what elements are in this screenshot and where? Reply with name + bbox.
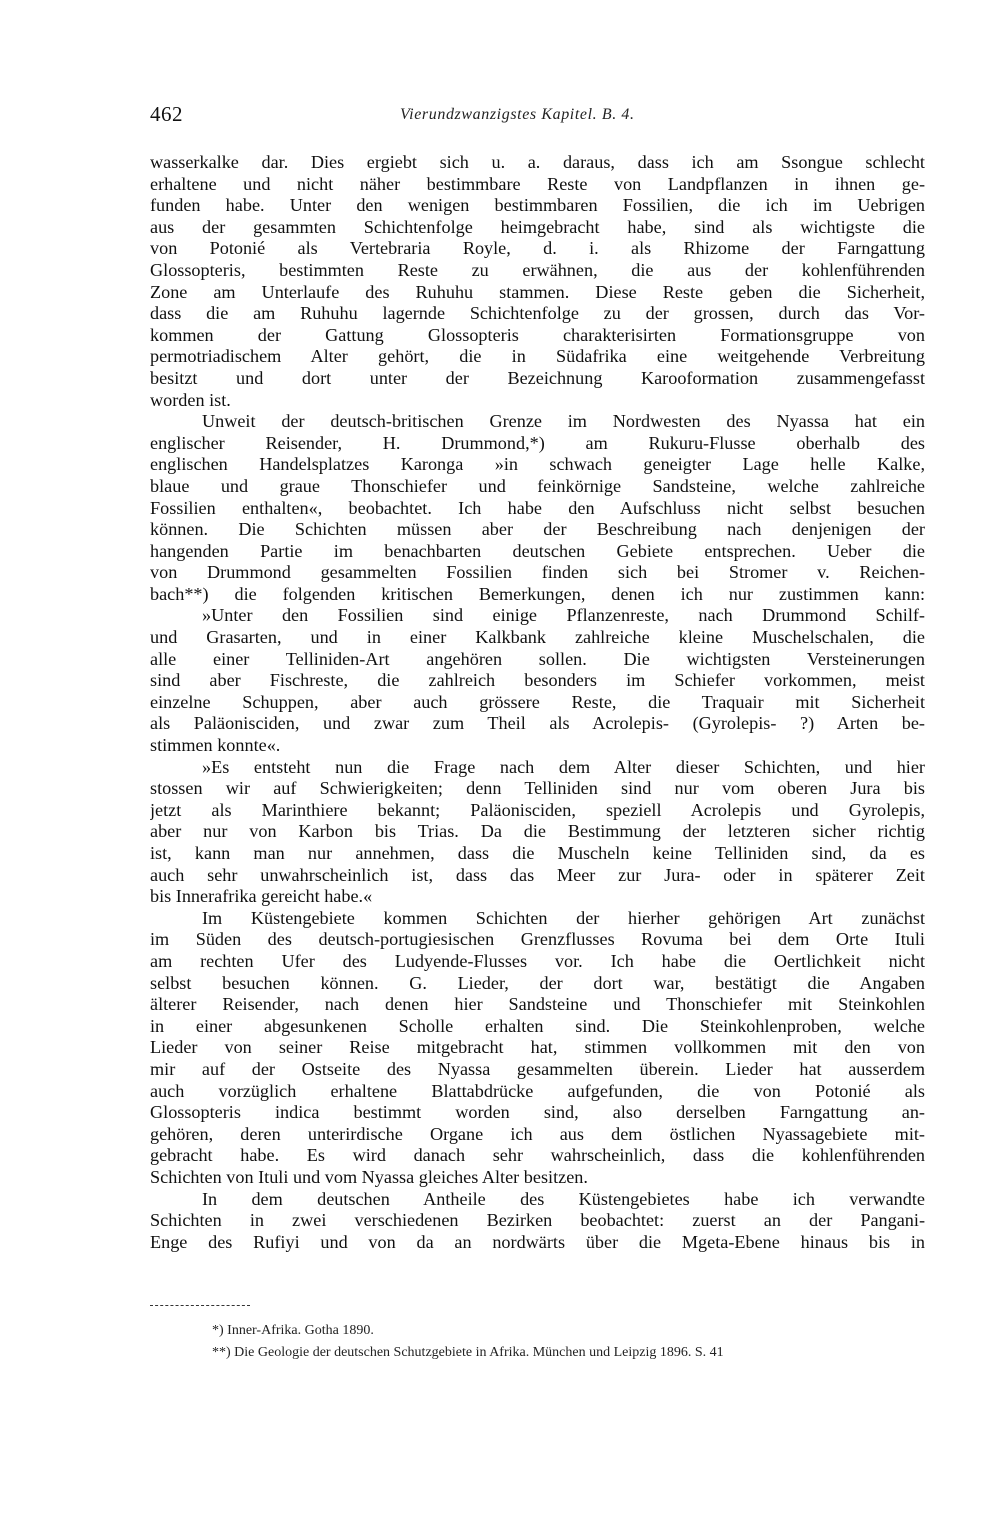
text-line: blaue und graue Thonschiefer und feinkörnige Sandsteine, welche zahlreiche (150, 475, 925, 496)
text-line: In dem deutschen Antheile des Küstengebietes habe ich verwandte (202, 1188, 925, 1209)
footnote-separator (150, 1305, 250, 1307)
text-line: mir auf der Ostseite des Nyassa gesammelten überein. Lieder hat ausserdem (150, 1058, 925, 1079)
text-line: Schichten in zwei verschiedenen Bezirken beobachtet: zuerst an der Pangani- (150, 1210, 925, 1231)
footnote: **) Die Geologie der deutschen Schutzgebiete in Afrika. München und Leipzig 1896. S. 41 (212, 1345, 724, 1360)
text-line: Lieder von seiner Reise mitgebracht hat, stimmen vollkommen mit den von (150, 1037, 925, 1058)
text-line: am rechten Ufer des Ludyende-Flusses vor. Ich habe die Oertlichkeit nicht (150, 950, 925, 971)
text-line: im Süden des deutsch-portugiesischen Grenzflusses Rovuma bei dem Orte Ituli (150, 929, 925, 950)
text-line: stossen wir auf Schwierigkeiten; denn Telliniden sind nur vom oberen Jura bis (150, 778, 925, 799)
text-line: »Unter den Fossilien sind einige Pflanzenreste, nach Drummond Schilf- (202, 605, 925, 626)
text-line: alle einer Telliniden-Art angehören sollen. Die wichtigsten Versteinerungen (150, 648, 925, 669)
text-line: Zone am Unterlaufe des Ruhuhu stammen. Diese Reste geben die Sicherheit, (150, 281, 925, 302)
footnotes (150, 1320, 925, 1364)
text-line: bis Innerafrika gereicht habe.« (150, 886, 373, 907)
text-line: Enge des Rufiyi und von da an nordwärts über die Mgeta-Ebene hinaus bis in (150, 1231, 925, 1252)
text-line: einzelne Schuppen, aber auch grössere Reste, die Traquair mit Sicherheit (150, 691, 925, 712)
text-line: als Paläonisciden, und zwar zum Theil als Acrolepis- (Gyrolepis- ?) Arten be- (150, 713, 925, 734)
text-line: erhaltene und nicht näher bestimmbare Reste von Landpflanzen in ihnen ge- (150, 173, 925, 194)
text-line: Fossilien enthalten«, beobachtet. Ich habe den Aufschluss nicht selbst besuchen (150, 497, 925, 518)
text-line: können. Die Schichten müssen aber der Beschreibung nach denjenigen der (150, 519, 925, 540)
text-line: aus der gesammten Schichtenfolge heimgebracht habe, sind als wichtigste die (150, 216, 925, 237)
text-line: von Potonié als Vertebraria Royle, d. i. als Rhizome der Farngattung (150, 238, 925, 259)
text-line: »Es entsteht nun die Frage nach dem Alter dieser Schichten, und hier (202, 756, 925, 777)
text-line: stimmen konnte«. (150, 735, 281, 756)
text-line: gebracht habe. Es wird danach sehr wahrscheinlich, dass die kohlenführenden (150, 1145, 925, 1166)
text-line: sind aber Fischreste, die zahlreich besonders im Schiefer vorkommen, meist (150, 670, 925, 691)
text-line: wasserkalke dar. Dies ergiebt sich u. a. daraus, dass ich am Ssongue schlecht (150, 152, 925, 172)
text-line: Schichten von Ituli und vom Nyassa gleiches Alter besitzen. (150, 1166, 588, 1187)
text-line: älterer Reisender, nach denen hier Sandsteine und Thonschiefer mit Steinkohlen (150, 994, 925, 1015)
text-line: von Drummond gesammelten Fossilien finden sich bei Stromer v. Reichen- (150, 562, 925, 583)
text-line: funden habe. Unter den wenigen bestimmbaren Fossilien, die ich im Uebrigen (150, 195, 925, 216)
page-header (150, 102, 925, 132)
page-number: 462 (150, 102, 183, 126)
text-line: kommen der Gattung Glossopteris charakterisirten Formationsgruppe von (150, 324, 925, 345)
text-line: und Grasarten, und in einer Kalkbank zahlreiche kleine Muschelschalen, die (150, 627, 925, 648)
text-line: ist, kann man nur annehmen, dass die Muscheln keine Telliniden sind, da es (150, 843, 925, 863)
text-line: dass die am Ruhuhu lagernde Schichtenfolge zu der grossen, durch das Vor- (150, 303, 925, 324)
running-head: Vierundzwanzigstes Kapitel. B. 4. (400, 106, 635, 123)
text-line: englischer Reisender, H. Drummond,*) am Rukuru-Flusse oberhalb des (150, 432, 925, 453)
text-line: bach**) die folgenden kritischen Bemerkungen, denen ich nur zustimmen kann: (150, 583, 925, 604)
text-line: Im Küstengebiete kommen Schichten der hierher gehörigen Art zunächst (202, 907, 925, 928)
text-line: auch sehr unwahrscheinlich ist, dass das Meer zur Jura- oder in späterer Zeit (150, 864, 925, 885)
footnote: *) Inner-Afrika. Gotha 1890. (212, 1323, 374, 1338)
body-text (150, 152, 925, 1253)
text-line: hangenden Partie im benachbarten deutschen Gebiete entsprechen. Ueber die (150, 540, 925, 561)
text-line: besitzt und dort unter der Bezeichnung Karooformation zusammengefasst (150, 367, 925, 388)
text-line: gehören, deren unterirdische Organe ich aus dem östlichen Nyassagebiete mit- (150, 1123, 925, 1144)
text-line: in einer abgesunkenen Scholle erhalten sind. Die Steinkohlenproben, welche (150, 1015, 925, 1036)
text-line: Glossopteris indica bestimmt worden sind, also derselben Farngattung an- (150, 1102, 925, 1123)
text-line: Unweit der deutsch-britischen Grenze im Nordwesten des Nyassa hat ein (202, 411, 925, 432)
text-line: jetzt als Marinthiere bekannt; Paläonisciden, speziell Acrolepis und Gyrolepis, (150, 799, 925, 820)
text-line: auch vorzüglich erhaltene Blattabdrücke aufgefunden, die von Potonié als (150, 1080, 925, 1101)
text-line: englischen Handelsplatzes Karonga »in schwach geneigter Lage helle Kalke, (150, 454, 925, 475)
text-line: selbst besuchen können. G. Lieder, der dort war, bestätigt die Angaben (150, 972, 925, 993)
text-line: aber nur von Karbon bis Trias. Da die Bestimmung der letzteren sicher richtig (150, 821, 925, 842)
text-line: permotriadischem Alter gehört, die in Südafrika eine weitgehende Verbreitung (150, 346, 925, 367)
text-line: Glossopteris, bestimmten Reste zu erwähnen, die aus der kohlenführenden (150, 259, 925, 280)
text-line: worden ist. (150, 389, 231, 410)
